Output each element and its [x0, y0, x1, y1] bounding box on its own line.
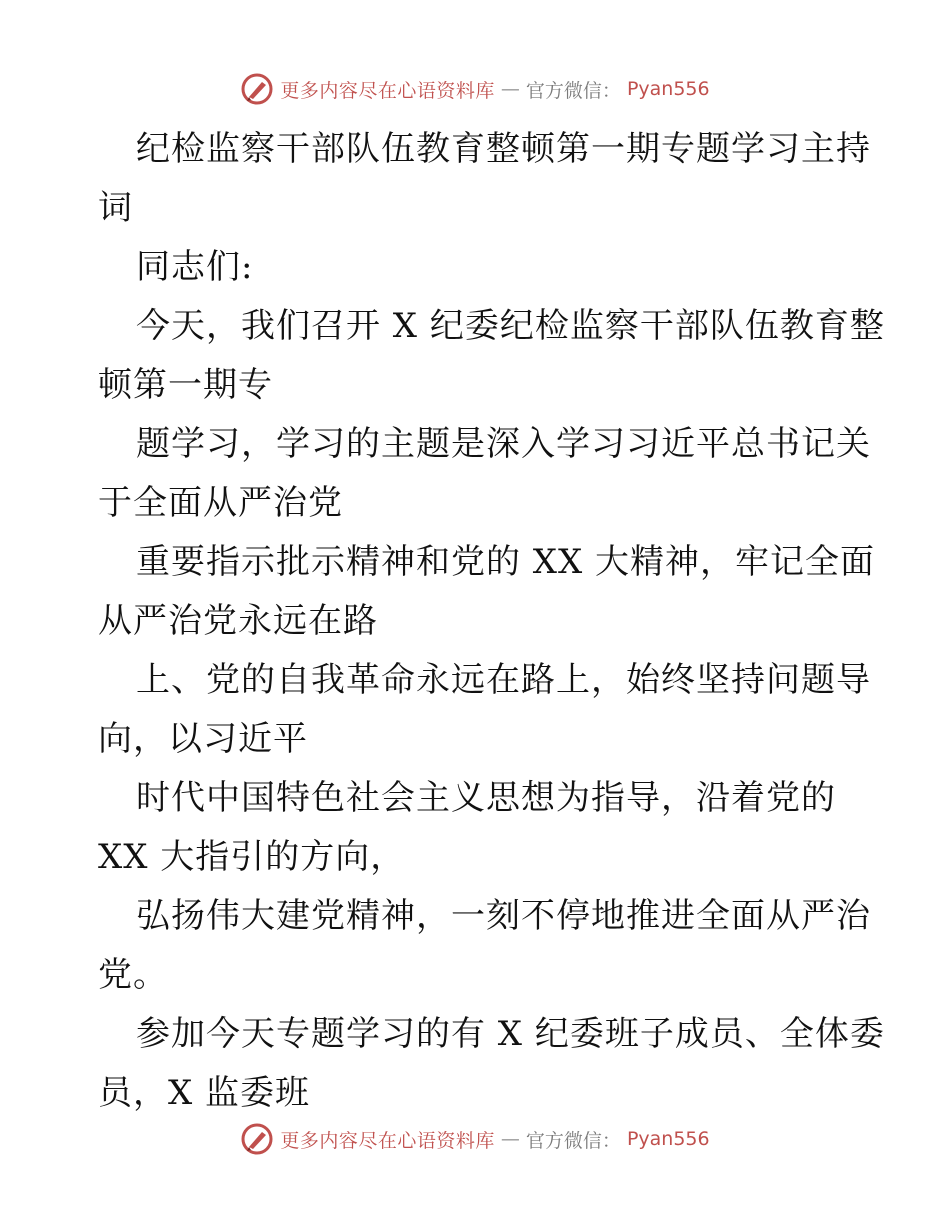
watermark-dash: —: [500, 78, 520, 100]
watermark-site-text: 更多内容尽在心语资料库: [280, 1129, 495, 1152]
paragraph-line: 参加今天专题学习的有 X 纪委班子成员、全体委: [136, 1014, 885, 1054]
watermark-dash: —: [500, 1128, 520, 1150]
paragraph-line: 重要指示批示精神和党的 XX 大精神，牢记全面: [136, 542, 876, 582]
paragraph-line: 弘扬伟大建党精神，一刻不停地推进全面从严治: [136, 896, 871, 936]
pen-logo-icon: [240, 72, 274, 106]
paragraph-line: 顿第一期专: [98, 365, 273, 405]
title-line-2: 词: [98, 188, 133, 228]
paragraph-line: 从严治党永远在路: [98, 601, 378, 641]
pen-logo-icon: [240, 1122, 274, 1156]
paragraph-line: 上、党的自我革命永远在路上，始终坚持问题导: [136, 660, 871, 700]
paragraph-line: 题学习，学习的主题是深入学习习近平总书记关: [136, 424, 871, 464]
paragraph-line: XX 大指引的方向，: [98, 837, 406, 877]
footer-watermark: [0, 1122, 950, 1156]
document-body: [98, 122, 885, 1125]
paragraph-line: 今天，我们召开 X 纪委纪检监察干部队伍教育整: [136, 306, 885, 346]
title-line-1: 纪检监察干部队伍教育整顿第一期专题学习主持: [136, 129, 871, 169]
paragraph-line: 时代中国特色社会主义思想为指导，沿着党的: [136, 778, 836, 818]
paragraph-line: 于全面从严治党: [98, 483, 343, 523]
watermark-official-label: 官方微信：: [525, 79, 621, 102]
paragraph-line: 党。: [98, 955, 168, 995]
header-watermark: [0, 72, 950, 106]
paragraph-line: 员，X 监委班: [98, 1073, 311, 1113]
watermark-official-label: 官方微信：: [525, 1129, 621, 1152]
paragraph-line: 向，以习近平: [98, 719, 308, 759]
paragraph-line: 同志们:: [136, 247, 254, 287]
watermark-wechat-id: Pyan556: [626, 78, 710, 100]
watermark-wechat-id: Pyan556: [626, 1128, 710, 1150]
watermark-site-text: 更多内容尽在心语资料库: [280, 79, 495, 102]
